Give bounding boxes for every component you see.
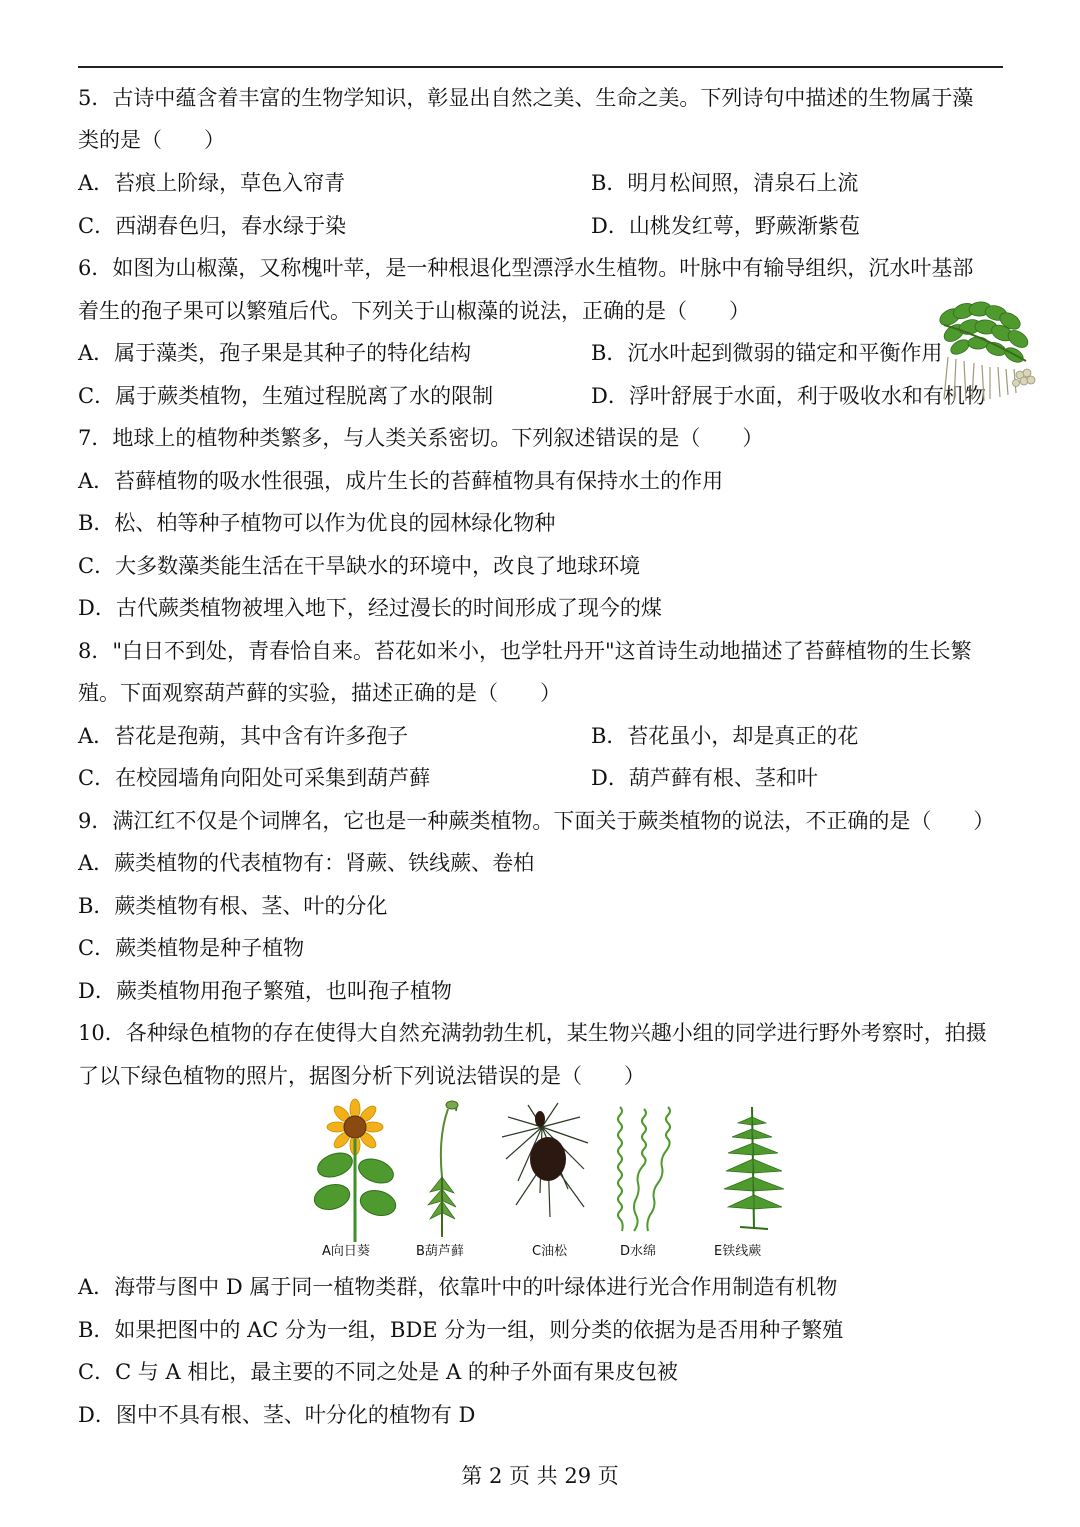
- q5-stem-line1: 5．古诗中蕴含着丰富的生物学知识，彰显出自然之美、生命之美。下列诗句中描述的生物属于藻: [78, 86, 974, 110]
- q7-option-a: A．苔藓植物的吸水性很强，成片生长的苔藓植物具有保持水土的作用: [78, 469, 724, 493]
- q10-stem-line1: 10．各种绿色植物的存在使得大自然充满勃勃生机，某生物兴趣小组的同学进行野外考察时，拍摄: [78, 1021, 987, 1045]
- figure-label-e: E铁线蕨: [714, 1244, 762, 1259]
- q8-stem-line2: 殖。下面观察葫芦藓的实验，描述正确的是（ ）: [78, 681, 561, 705]
- q5-options-row1: [78, 168, 1008, 198]
- q6-option-d: D．浮叶舒展于水面，利于吸收水和有机物: [591, 384, 986, 408]
- q5-option-c: C．西湖春色归，春水绿于染: [78, 214, 347, 238]
- header-rule: [78, 66, 1003, 68]
- q7-stem: 7．地球上的植物种类繁多，与人类关系密切。下列叙述错误的是（ ）: [78, 426, 764, 450]
- q9-option-d: D．蕨类植物用孢子繁殖，也叫孢子植物: [78, 979, 452, 1003]
- q9-stem: 9．满江红不仅是个词牌名，它也是一种蕨类植物。下面关于蕨类植物的说法，不正确的是（ ）: [78, 809, 995, 833]
- q5-option-b: B．明月松间照，清泉石上流: [591, 171, 859, 195]
- q10-option-c: C．C 与 A 相比，最主要的不同之处是 A 的种子外面有果皮包被: [78, 1360, 678, 1384]
- sunflower-image: [310, 1097, 400, 1242]
- q9-option-a: A．蕨类植物的代表植物有：肾蕨、铁线蕨、卷柏: [78, 851, 535, 875]
- figure-label-b: B葫芦藓: [416, 1244, 464, 1259]
- salvinia-roots: [944, 357, 1016, 401]
- q5-option-d: D．山桃发红萼，野蕨渐紫苞: [591, 214, 860, 238]
- q8-options-row1: [78, 721, 1008, 751]
- q6-options-row1: [78, 338, 1008, 368]
- q7-option-c: C．大多数藻类能生活在干旱缺水的环境中，改良了地球环境: [78, 554, 641, 578]
- q7-option-b: B．松、柏等种子植物可以作为优良的园林绿化物种: [78, 511, 556, 535]
- q8-option-c: C．在校园墙角向阳处可采集到葫芦藓: [78, 766, 431, 790]
- q6-options-row2: [78, 381, 1008, 411]
- q10-option-a: A．海带与图中 D 属于同一植物类群，依靠叶中的叶绿体进行光合作用制造有机物: [78, 1275, 838, 1299]
- q5-options-row2: [78, 211, 1008, 241]
- q6-option-a: A．属于藻类，孢子果是其种子的特化结构: [78, 341, 472, 365]
- pine-image: [488, 1097, 596, 1242]
- q10-option-b: B．如果把图中的 AC 分为一组，BDE 分为一组，则分类的依据为是否用种子繁殖: [78, 1318, 844, 1342]
- q5-stem-line2: 类的是（ ）: [78, 128, 225, 152]
- q8-option-a: A．苔花是孢蒴，其中含有许多孢子: [78, 724, 409, 748]
- page-footer: 第 2 页 共 29 页: [461, 1464, 619, 1488]
- q6-stem-line2: 着生的孢子果可以繁殖后代。下列关于山椒藻的说法，正确的是（ ）: [78, 299, 750, 323]
- figure-label-a: A向日葵: [322, 1244, 370, 1259]
- q7-option-d: D．古代蕨类植物被埋入地下，经过漫长的时间形成了现今的煤: [78, 596, 662, 620]
- q6-stem-line1: 6．如图为山椒藻，又称槐叶苹，是一种根退化型漂浮水生植物。叶脉中有输导组织，沉水叶基部: [78, 256, 974, 280]
- salvinia-figure: [930, 295, 1042, 405]
- q8-options-row2: [78, 763, 1008, 793]
- q6-option-b: B．沉水叶起到微弱的锚定和平衡作用: [591, 341, 943, 365]
- q8-stem-line1: 8．"白日不到处，青春恰自来。苔花如米小，也学牡丹开"这首诗生动地描述了苔藓植物的生长繁: [78, 639, 972, 663]
- q9-option-c: C．蕨类植物是种子植物: [78, 936, 305, 960]
- q6-option-c: C．属于蕨类植物，生殖过程脱离了水的限制: [78, 384, 494, 408]
- figure-label-d: D水绵: [620, 1244, 657, 1259]
- q10-stem-line2: 了以下绿色植物的照片，据图分析下列说法错误的是（ ）: [78, 1064, 645, 1088]
- q5-option-a: A．苔痕上阶绿，草色入帘青: [78, 171, 346, 195]
- figure-label-c: C油松: [532, 1244, 568, 1259]
- moss-image: [418, 1097, 468, 1242]
- spirogyra-image: [610, 1097, 690, 1242]
- q9-option-b: B．蕨类植物有根、茎、叶的分化: [78, 894, 388, 918]
- q8-option-d: D．葫芦藓有根、茎和叶: [591, 766, 818, 790]
- plants-figure: [310, 1097, 800, 1263]
- q8-option-b: B．苔花虽小，却是真正的花: [591, 724, 859, 748]
- salvinia-sporocarps: [1013, 369, 1036, 387]
- q10-option-d: D．图中不具有根、茎、叶分化的植物有 D: [78, 1403, 476, 1427]
- fern-image: [712, 1097, 796, 1242]
